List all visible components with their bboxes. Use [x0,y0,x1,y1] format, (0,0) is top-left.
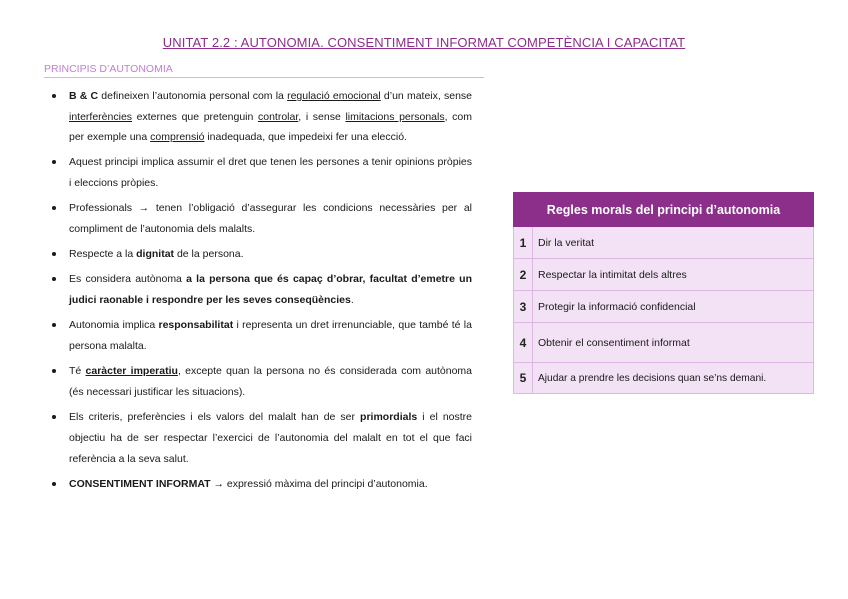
list-text: externes que pretenguin [132,110,258,123]
row-text: Obtenir el consentiment informat [533,323,814,363]
row-text: Ajudar a prendre les decisions quan se’ns demani. [533,363,814,394]
list-item [52,152,472,194]
term-responsabilitat: responsabilitat [158,318,234,331]
list-text: inadequada, que impedeixi fer una elecció. [204,131,407,143]
list-text: i el nostre objectiu ha de ser respectar l’exercici de l’autonomia del malalt en tot el que faci referència a la seva salut. [69,410,472,465]
principles-list [52,86,472,499]
list-text: i representa un dret irrenunciable, que també té la persona malalta. [69,318,472,352]
list-item [52,315,472,357]
term-controlar: controlar [257,110,299,123]
list-text: Respecte a la [69,247,137,260]
list-item [52,361,472,403]
table-row [514,291,814,323]
list-text: d’un mateix, sense [380,90,472,102]
list-text: . [350,293,354,306]
term-dignitat: dignitat [136,247,175,260]
row-number: 5 [514,363,533,394]
list-text: de la persona. [174,247,244,260]
term-interferencies: interferències [69,110,133,123]
list-text: Els criteris, preferències i els valors del malalt han de ser [69,410,361,423]
row-number: 4 [514,323,533,363]
row-text: Respectar la intimitat dels altres [533,259,814,291]
list-item [52,198,472,240]
row-number: 1 [514,227,533,259]
term-primordials: primordials [360,410,418,423]
term-consentiment: CONSENTIMENT INFORMAT [69,477,211,490]
term-limitacions: limitacions personals [345,110,445,123]
list-item [52,474,472,495]
list-text: Es considera autònoma [69,272,187,285]
table-row [514,323,814,363]
list-text: Professionals → tenen l’obligació d’assegurar les condicions necessàries per al compliment de l’autonomia dels malalts. [69,201,472,235]
term-caracter-imperatiu: caràcter imperatiu [85,364,178,377]
table-header-row [514,193,814,227]
list-item [52,244,472,265]
list-item [52,86,472,148]
table-row [514,227,814,259]
list-item [52,269,472,311]
term-persona-capac: a la persona que és capaç d’obrar, facultat d’emetre un judici raonable i respondre per les seves conseqüències [69,272,472,306]
term-comprensio: comprensió [150,131,205,143]
row-number: 2 [514,259,533,291]
moral-rules-table [513,192,814,394]
table-row [514,363,814,394]
list-text: , i sense [298,110,346,123]
table-header: Regles morals del principi d’autonomia [514,193,814,227]
row-number: 3 [514,291,533,323]
list-text: Autonomia implica [69,318,159,331]
list-text: , com per exemple una [69,110,472,143]
list-text: → expressió màxima del principi d’autonomia. [210,477,428,490]
list-item [52,407,472,470]
section-heading: PRINCIPIS D’AUTONOMIA [44,63,484,78]
term-regulacio: regulació emocional [287,90,381,102]
page-title: UNITAT 2.2 : AUTONOMIA. CONSENTIMENT INFORMAT COMPETÈNCIA I CAPACITAT [162,35,686,50]
list-text: Aquest principi implica assumir el dret que tenen les persones a tenir opinions pròpies i eleccions pròpies. [69,155,472,189]
b-c-label: B & C [69,90,99,102]
list-text: Té [69,364,86,377]
row-text: Dir la veritat [533,227,814,259]
list-text: defineixen l’autonomia personal com la [98,90,288,102]
list-text: , excepte quan la persona no és considerada com autònoma (és necessari justificar les situacions). [69,364,473,398]
table-row [514,259,814,291]
row-text: Protegir la informació confidencial [533,291,814,323]
